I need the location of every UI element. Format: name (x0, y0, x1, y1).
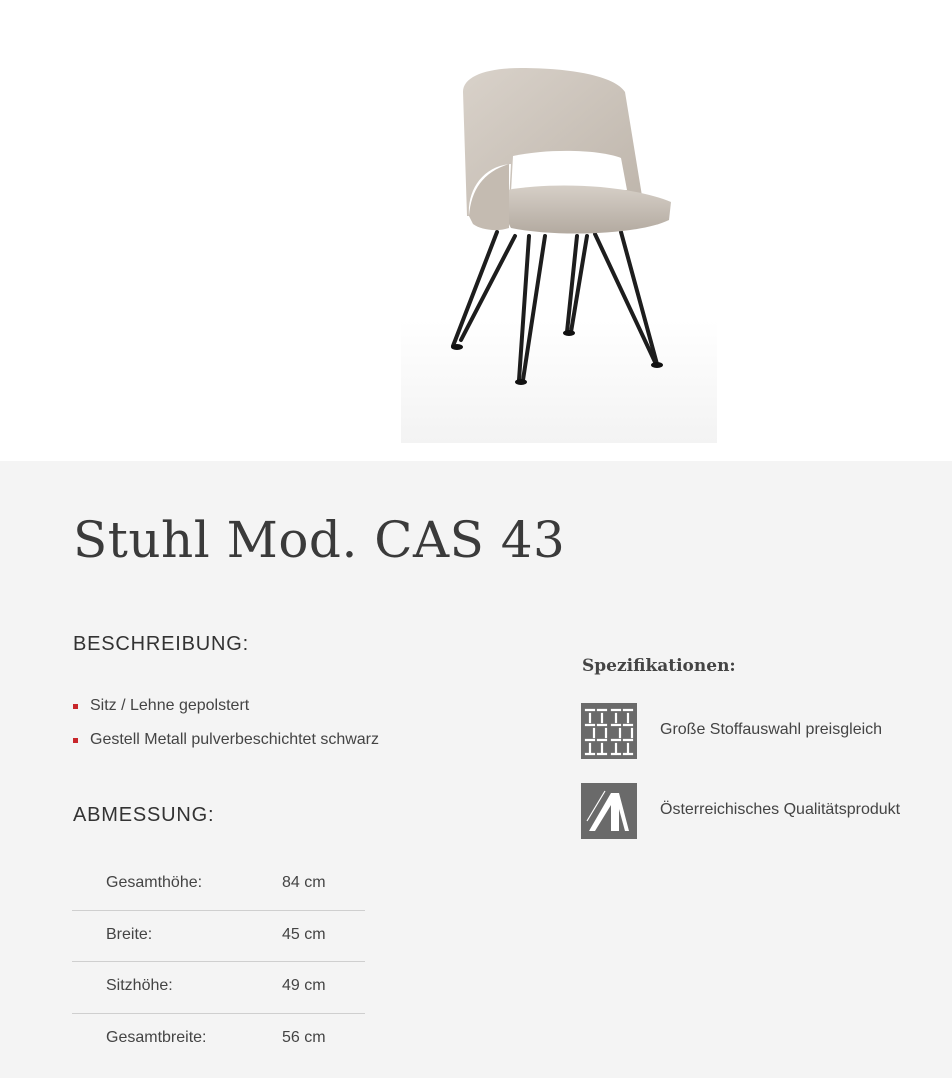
dimension-value: 45 cm (282, 925, 326, 943)
dimension-label: Gesamthöhe: (106, 874, 203, 891)
bullet-icon (73, 738, 78, 743)
dimension-label: Sitzhöhe: (106, 977, 173, 994)
product-image-area (0, 0, 952, 461)
description-heading: BESCHREIBUNG: (73, 633, 249, 655)
dimensions-heading: ABMESSUNG: (73, 804, 215, 826)
austria-quality-icon (581, 783, 637, 839)
product-title: Stuhl Mod. CAS 43 (73, 511, 566, 569)
specifications-heading: Spezifikationen: (582, 656, 736, 676)
table-row (72, 962, 365, 1014)
dimension-label: Gesamtbreite: (106, 1028, 207, 1046)
product-details-panel (0, 461, 952, 1078)
dimension-value: 49 cm (282, 977, 326, 994)
table-row (72, 859, 365, 911)
list-item-text: Sitz / Lehne gepolstert (90, 697, 250, 714)
dimension-value: 84 cm (282, 874, 326, 891)
product-image[interactable] (401, 40, 717, 443)
spec-label: Große Stoffauswahl preisgleich (660, 721, 883, 738)
dimension-value: 56 cm (282, 1028, 326, 1046)
list-item (73, 695, 379, 729)
spec-label: Österreichisches Qualitätsprodukt (660, 801, 901, 818)
dimensions-table (72, 859, 365, 1065)
spec-austrian-quality (581, 783, 941, 839)
fabric-selection-icon (581, 703, 637, 759)
bullet-icon (73, 704, 78, 709)
spec-fabric-selection (581, 703, 941, 759)
table-row (72, 1014, 365, 1066)
description-list (73, 695, 379, 763)
list-item-text: Gestell Metall pulverbeschichtet schwarz (90, 731, 380, 748)
dimension-label: Breite: (106, 925, 153, 943)
list-item (73, 729, 379, 763)
table-row (72, 911, 365, 963)
